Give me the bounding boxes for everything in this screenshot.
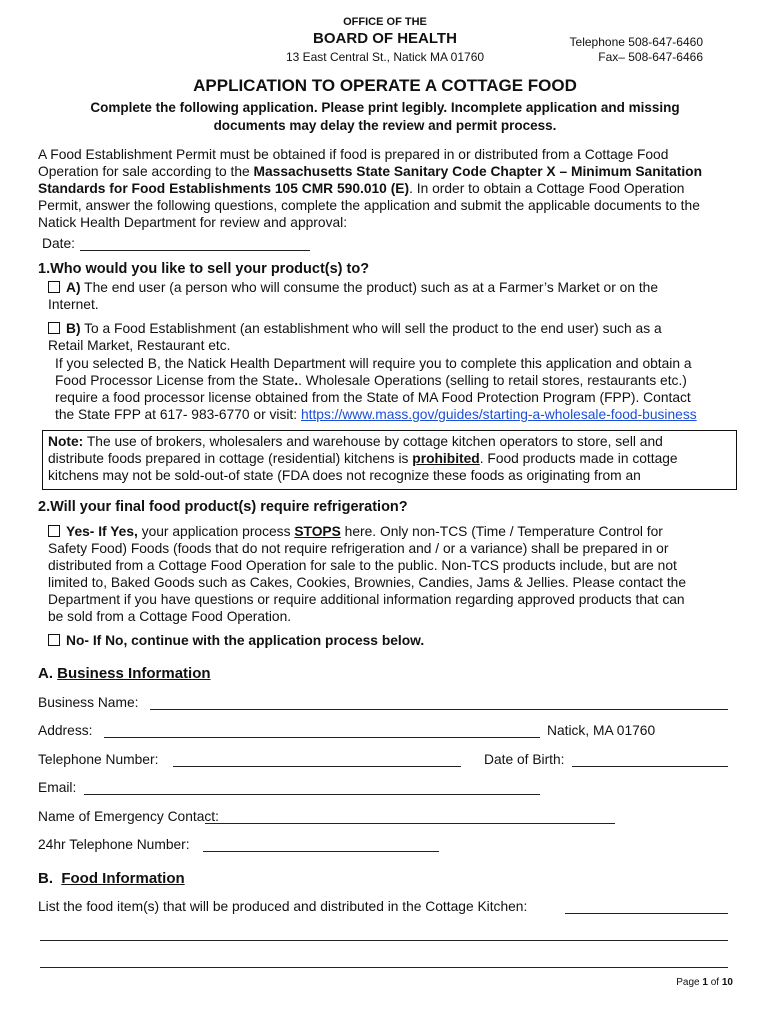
intro-line: Operation for sale according to the Massachusetts State Sanitary Code Chapter X – Minimum Sanitation	[38, 164, 703, 179]
telephone: Telephone 508-647-6460	[569, 35, 703, 49]
intro-paragraph	[38, 146, 738, 231]
email-label: Email:	[38, 780, 77, 795]
board-address: 13 East Central St., Natick MA 01760	[285, 50, 485, 64]
business-name-field[interactable]	[150, 709, 728, 710]
telephone-label: Telephone Number:	[38, 752, 159, 767]
option-a: A) The end user (a person who will consume the product) such as at a Farmer’s Market or on the Internet.	[48, 280, 659, 312]
page-number: Page 1 of 10	[676, 977, 733, 988]
subtitle-line-1: Complete the following application. Please print legibly. Incomplete application and missing	[90, 100, 680, 115]
section-a-heading: A. Business Information	[38, 665, 211, 682]
option-yes: Yes- If Yes, your application process STOPS here. Only non-TCS (Time / Temperature Control for Safety Food) Foods (foods that do not require refrigeration and / or a variance) shall be prepared in or distributed from a Cottage Food Operation for sale to the public. Non-TCS products include, but are not limited to, Baked Goods such as Cakes, Cookies, Brownies, Candies, Jams & Jellies. Please contact the Department if you have questions or require additional information regarding approved products that can be sold from a Cottage Food Operation.	[48, 524, 687, 624]
address-field[interactable]	[104, 737, 540, 738]
yes-checkbox[interactable]	[48, 525, 60, 537]
dob-label: Date of Birth:	[484, 752, 565, 767]
emergency-contact-field[interactable]	[205, 823, 615, 824]
food-list-label: List the food item(s) that will be produced and distributed in the Cottage Kitchen:	[38, 899, 528, 914]
business-name-label: Business Name:	[38, 695, 139, 710]
food-list-field-3[interactable]	[40, 967, 728, 968]
fax: Fax– 508-647-6466	[598, 50, 703, 64]
note-box: Note: The use of brokers, wholesalers and warehouse by cottage kitchen operators to store, sell and distribute foods prepared in cottage (residential) kitchens is prohibited. Food products made in cottage kitchens may not be sold-out-of state (FDA does not recognize these foods as originating from an	[42, 430, 737, 490]
food-list-field-2[interactable]	[40, 940, 728, 941]
office-label: OFFICE OF THE	[343, 16, 427, 28]
page-title: APPLICATION TO OPERATE A COTTAGE FOOD	[193, 76, 577, 95]
dob-field[interactable]	[572, 766, 728, 767]
no-checkbox[interactable]	[48, 634, 60, 646]
option-a-checkbox[interactable]	[48, 281, 60, 293]
intro-line: Permit, answer the following questions, complete the application and submit the applicable documents to the	[38, 198, 700, 213]
question-1-title: 1.Who would you like to sell your product(s) to?	[38, 261, 370, 277]
intro-line: A Food Establishment Permit must be obtained if food is prepared in or distributed from a Cottage Food	[38, 147, 669, 162]
subtitle-line-2: documents may delay the review and permit process.	[213, 118, 557, 133]
option-b-checkbox[interactable]	[48, 322, 60, 334]
option-b: B) To a Food Establishment (an establishment who will sell the product to the end user) such as a Retail Market, Restaurant etc.	[48, 321, 662, 353]
section-b-heading: B. Food Information	[38, 870, 185, 887]
tel24-label: 24hr Telephone Number:	[38, 837, 190, 852]
fpp-link[interactable]: https://www.mass.gov/guides/starting-a-wholesale-food-business	[300, 407, 697, 422]
intro-line: Standards for Food Establishments 105 CMR 590.010 (E). In order to obtain a Cottage Food Operation	[38, 181, 685, 196]
city-label: Natick, MA 01760	[547, 723, 656, 738]
food-list-field-1[interactable]	[565, 913, 728, 914]
option-b-note: If you selected B, the Natick Health Department will require you to complete this application and obtain a Food Processor License from the State.. Wholesale Operations (selling to retail stores, restaurants etc.) require a food processor license obtained from the State of MA Food Protection Program (FPP). Contact the State FPP at 617- 983-6770 or visit: https://www.mass.gov/guides/starting-a-wholesale-food-business	[55, 356, 697, 422]
question-2-title: 2.Will your final food product(s) require refrigeration?	[38, 499, 408, 515]
option-no: No- If No, continue with the application process below.	[48, 632, 738, 649]
emergency-contact-label: Name of Emergency Contact:	[38, 809, 219, 824]
intro-line: Natick Health Department for review and approval:	[38, 215, 348, 230]
tel24-field[interactable]	[203, 851, 439, 852]
address-label: Address:	[38, 723, 93, 738]
board-title: BOARD OF HEALTH	[313, 30, 457, 47]
date-field[interactable]	[80, 250, 310, 251]
telephone-field[interactable]	[173, 766, 461, 767]
email-field[interactable]	[84, 794, 540, 795]
date-label: Date:	[42, 236, 75, 251]
